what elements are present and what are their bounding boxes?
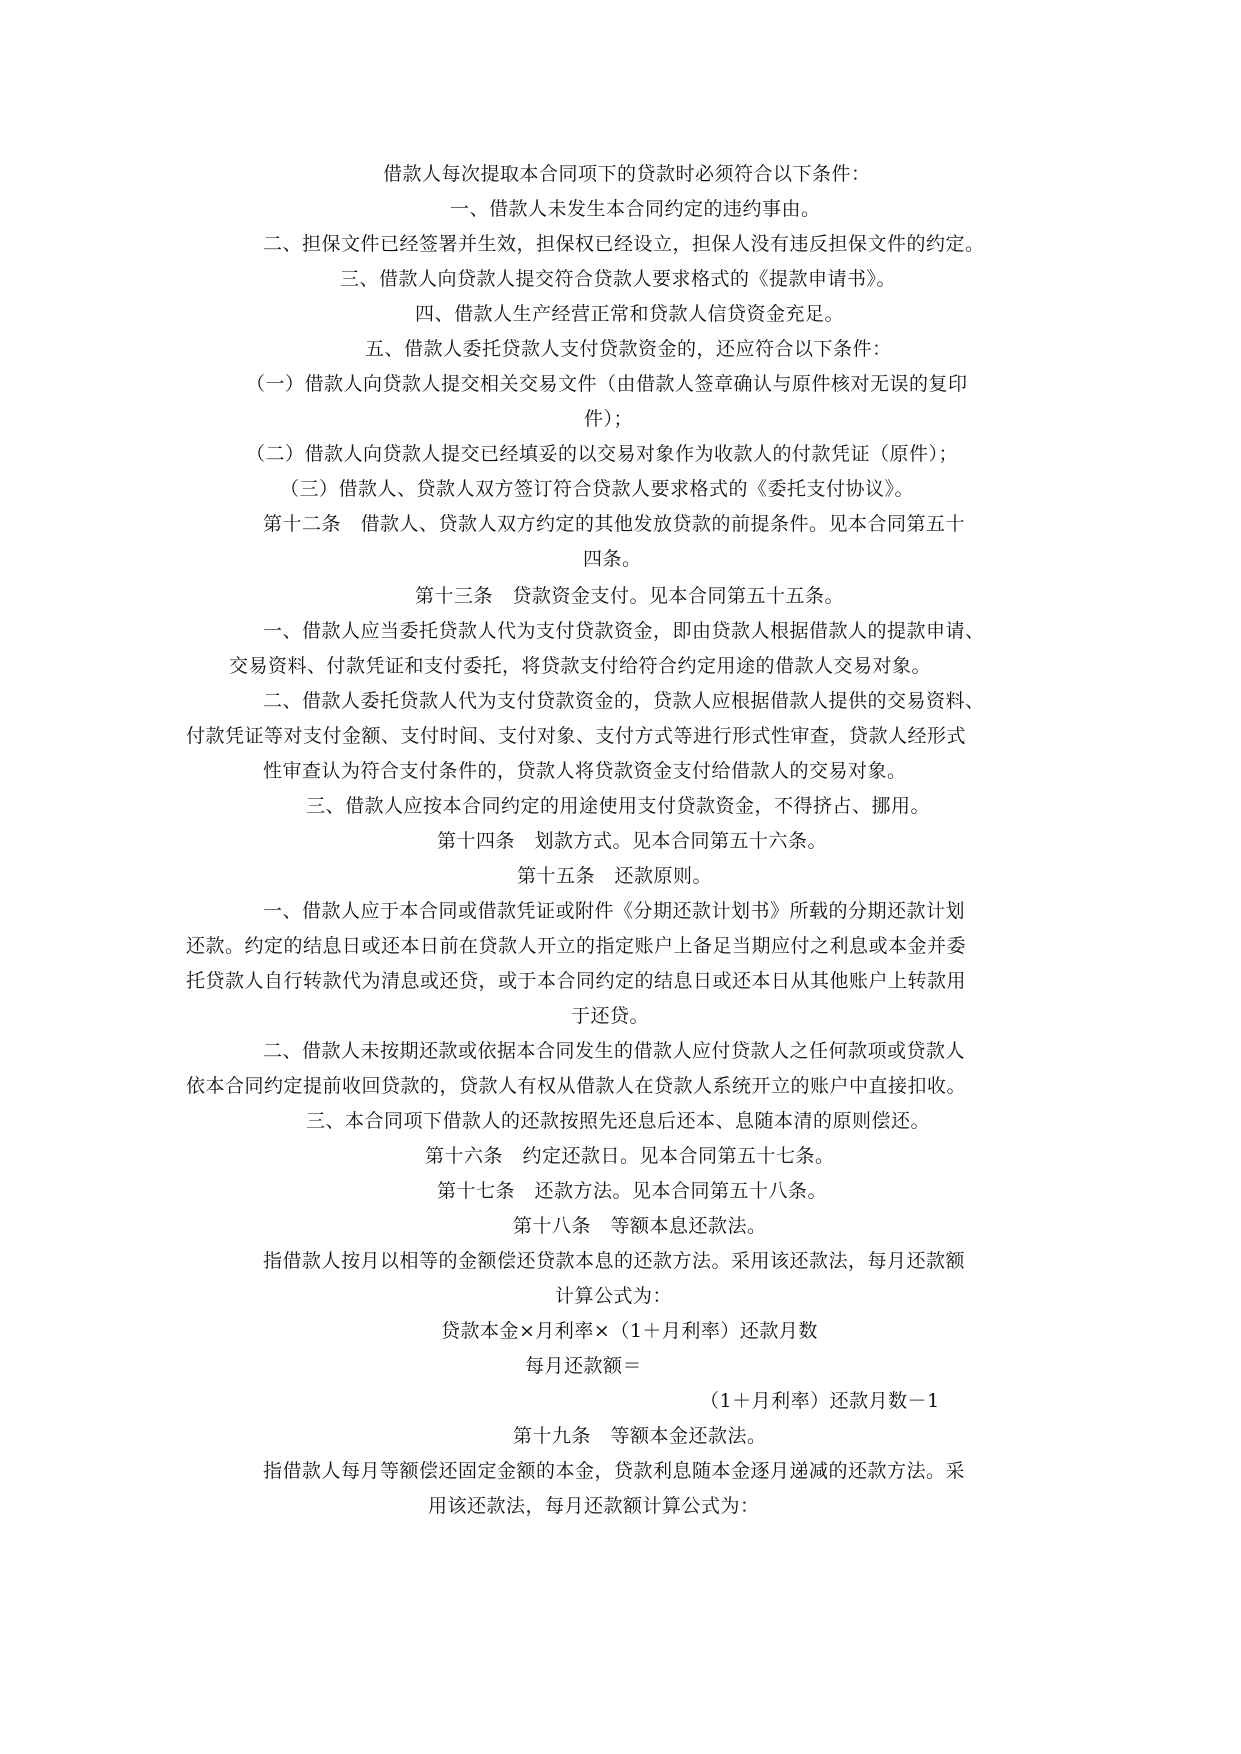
text-line: 四条。 (583, 548, 642, 570)
text-line: 一、借款人未发生本合同约定的违约事由。 (450, 198, 821, 220)
text-line: 第十二条 借款人、贷款人双方约定的其他发放贷款的前提条件。见本合同第五十 (263, 513, 966, 535)
text-line: 托贷款人自行转款代为清息或还贷，或于本合同约定的结息日或还本日从其他账户上转款用 (186, 970, 967, 992)
text-line: 二、借款人未按期还款或依据本合同发生的借款人应付贷款人之任何款项或贷款人 (263, 1040, 966, 1062)
text-line: 一、借款人应当委托贷款人代为支付贷款资金，即由贷款人根据借款人的提款申请、 (263, 620, 985, 642)
text-line: 第十六条 约定还款日。见本合同第五十七条。 (425, 1145, 835, 1167)
text-line: 第十八条 等额本息还款法。 (513, 1215, 767, 1237)
text-line: 第十五条 还款原则。 (517, 865, 713, 887)
text-line: 性审查认为符合支付条件的，贷款人将贷款资金支付给借款人的交易对象。 (263, 760, 907, 782)
text-line: 指借款人每月等额偿还固定金额的本金，贷款利息随本金逐月递减的还款方法。采 (263, 1460, 966, 1482)
text-line: 借款人每次提取本合同项下的贷款时必须符合以下条件： (383, 163, 871, 185)
text-line: 贷款本金×月利率×（1＋月利率）还款月数 (441, 1320, 818, 1342)
text-line: 还款。约定的结息日或还本日前在贷款人开立的指定账户上备足当期应付之利息或本金并委 (186, 935, 967, 957)
text-line: 第十四条 划款方式。见本合同第五十六条。 (437, 830, 828, 852)
text-line: 三、本合同项下借款人的还款按照先还息后还本、息随本清的原则偿还。 (306, 1110, 931, 1132)
text-line: 第十七条 还款方法。见本合同第五十八条。 (437, 1180, 828, 1202)
text-line: 二、借款人委托贷款人代为支付贷款资金的，贷款人应根据借款人提供的交易资料、 (263, 690, 985, 712)
text-line: 指借款人按月以相等的金额偿还贷款本息的还款方法。采用该还款法，每月还款额 (263, 1250, 966, 1272)
text-line: 用该还款法，每月还款额计算公式为： (428, 1495, 760, 1517)
text-line: 于还贷。 (571, 1005, 650, 1027)
text-line: 五、借款人委托贷款人支付贷款资金的，还应符合以下条件： (365, 338, 892, 360)
text-line: 二、担保文件已经签署并生效，担保权已经设立，担保人没有违反担保文件的约定。 (263, 233, 985, 255)
text-line: （1＋月利率）还款月数－1 (700, 1390, 940, 1412)
text-line: 计算公式为： (555, 1285, 673, 1307)
text-line: 第十三条 贷款资金支付。见本合同第五十五条。 (415, 585, 845, 607)
text-line: 每月还款额＝ (525, 1355, 643, 1377)
text-line: （一）借款人向贷款人提交相关交易文件（由借款人签章确认与原件核对无误的复印 (246, 373, 968, 395)
text-line: 付款凭证等对支付金额、支付时间、支付对象、支付方式等进行形式性审查，贷款人经形式 (186, 725, 967, 747)
text-line: 件）； (584, 408, 634, 430)
text-line: 交易资料、付款凭证和支付委托，将贷款支付给符合约定用途的借款人交易对象。 (229, 655, 932, 677)
text-line: 一、借款人应于本合同或借款凭证或附件《分期还款计划书》所载的分期还款计划 (263, 900, 966, 922)
text-line: 依本合同约定提前收回贷款的，贷款人有权从借款人在贷款人系统开立的账户中直接扣收。 (186, 1075, 967, 1097)
text-line: 三、借款人应按本合同约定的用途使用支付贷款资金，不得挤占、挪用。 (306, 795, 931, 817)
text-line: 第十九条 等额本金还款法。 (513, 1425, 767, 1447)
text-line: 三、借款人向贷款人提交符合贷款人要求格式的《提款申请书》。 (340, 268, 897, 290)
text-line: （三）借款人、贷款人双方签订符合贷款人要求格式的《委托支付协议》。 (280, 478, 915, 500)
text-line: （二）借款人向贷款人提交已经填妥的以交易对象作为收款人的付款凭证（原件）； (246, 443, 959, 465)
text-line: 四、借款人生产经营正常和贷款人信贷资金充足。 (415, 303, 845, 325)
